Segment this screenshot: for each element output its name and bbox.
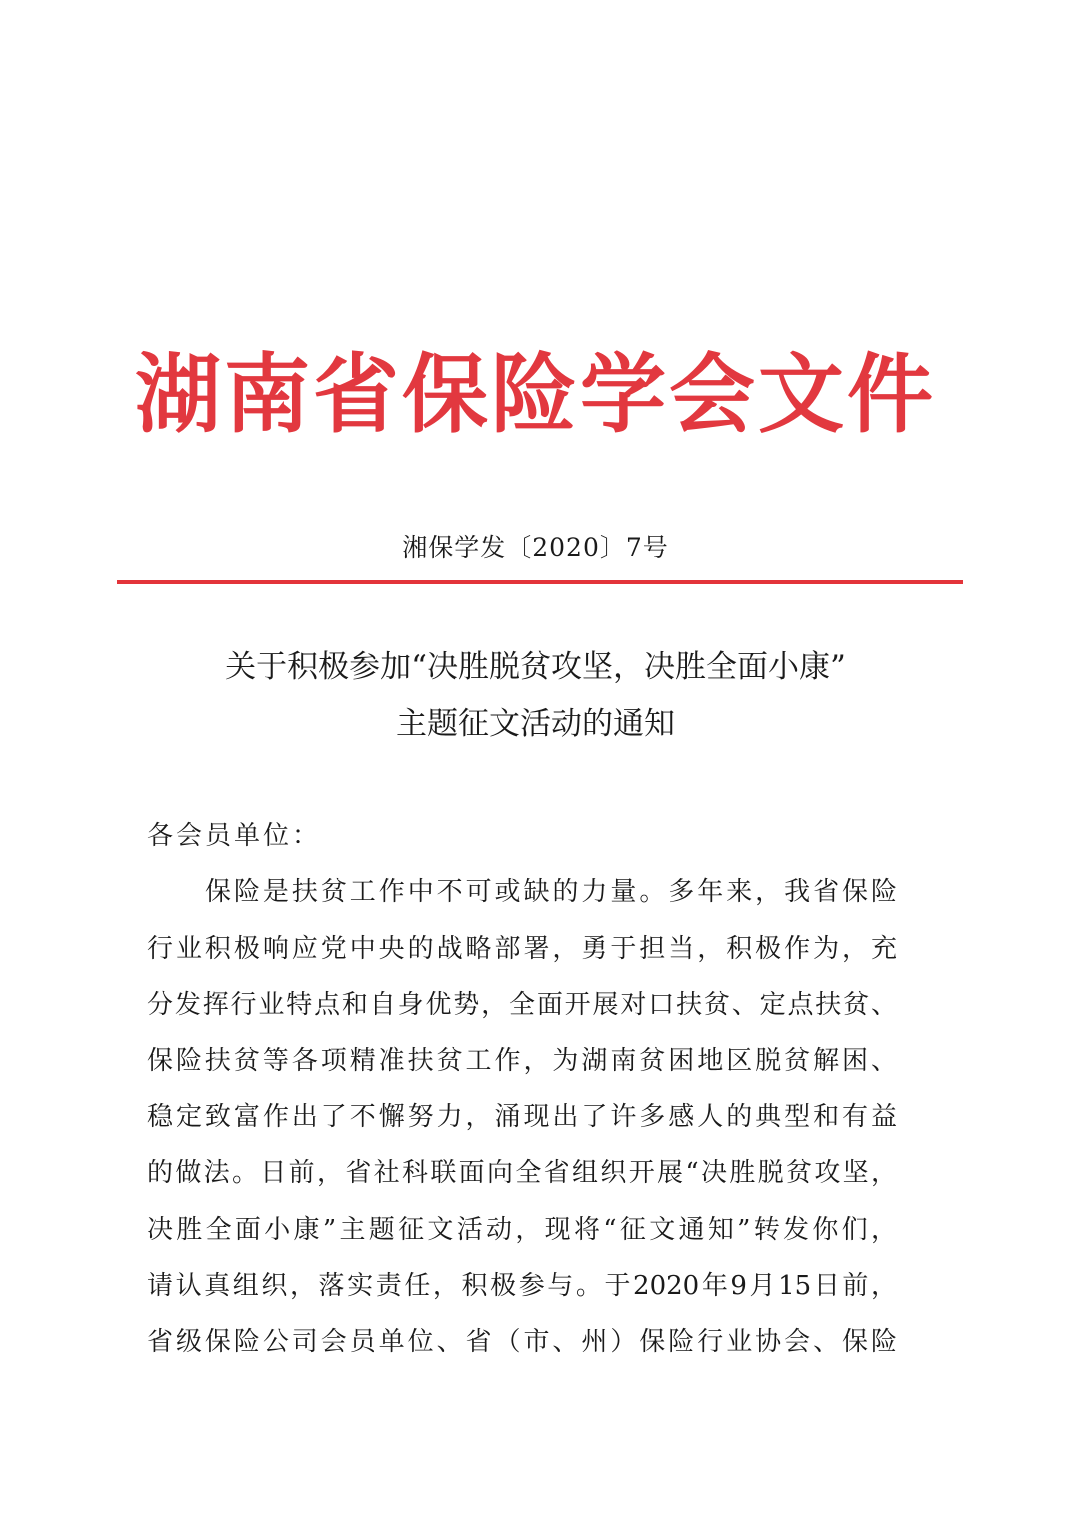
- notice-title-line-2: 主题征文活动的通知: [396, 706, 675, 742]
- salutation: 各会员单位：: [147, 821, 322, 851]
- notice-title-line-1: 关于积极参加“决胜脱贫攻坚，决胜全面小康”: [225, 649, 846, 685]
- body-line: 行业积极响应党中央的战略部署，勇于担当，积极作为，充: [147, 934, 897, 964]
- body-line: 分发挥行业特点和自身优势，全面开展对口扶贫、定点扶贫、: [147, 990, 897, 1020]
- document-number: 湘保学发〔2020〕7号: [402, 533, 669, 562]
- masthead-title: 湖南省保险学会文件: [135, 345, 936, 445]
- red-divider-rule: [117, 580, 963, 584]
- body-line: 的做法。日前，省社科联面向全省组织开展“决胜脱贫攻坚，: [147, 1158, 897, 1188]
- body-line: 保险是扶贫工作中不可或缺的力量。多年来，我省保险: [205, 877, 897, 907]
- body-line: 请认真组织，落实责任，积极参与。于2020年9月15日前，: [147, 1271, 897, 1301]
- body-line: 保险扶贫等各项精准扶贫工作，为湖南贫困地区脱贫解困、: [147, 1046, 897, 1076]
- body-line: 省级保险公司会员单位、省（市、州）保险行业协会、保险: [147, 1327, 897, 1357]
- body-line: 稳定致富作出了不懈努力，涌现出了许多感人的典型和有益: [147, 1102, 897, 1132]
- body-line: 决胜全面小康”主题征文活动，现将“征文通知”转发你们，: [147, 1215, 897, 1245]
